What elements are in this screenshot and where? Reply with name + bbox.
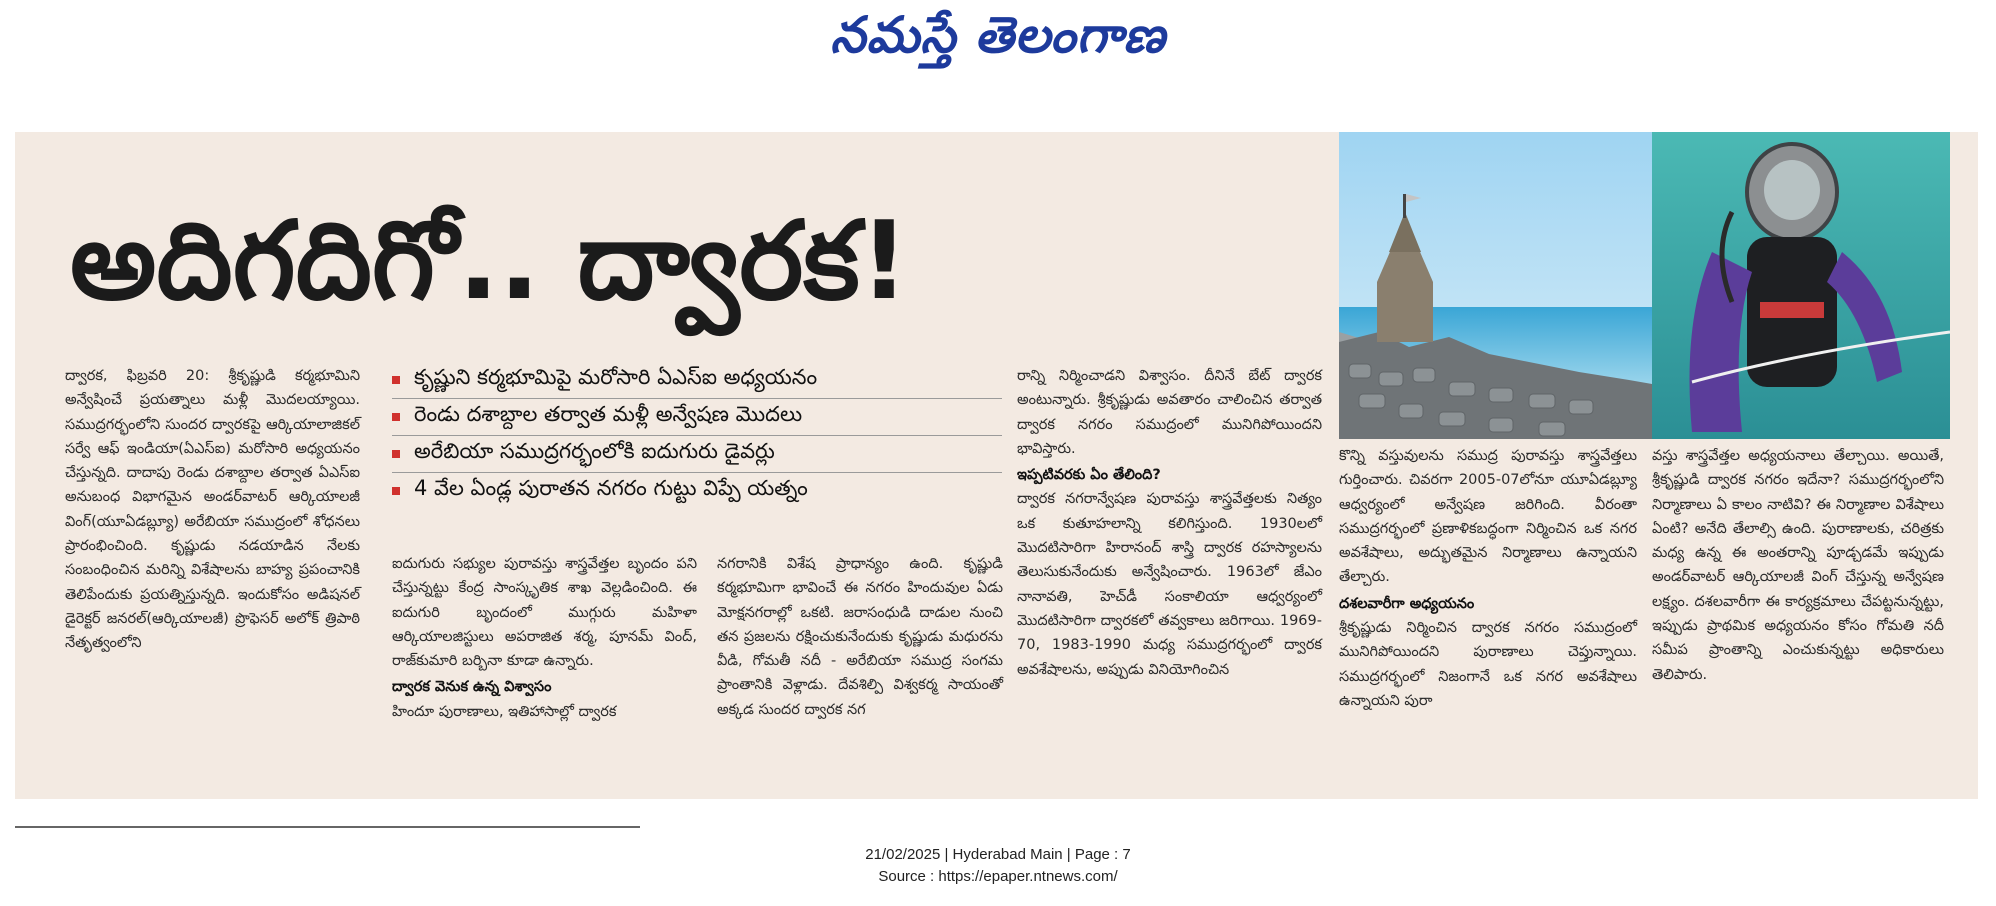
article-column-6 xyxy=(1652,444,1944,687)
article-paragraph: హిందూ పురాణాలు, ఇతిహాసాల్లో ద్వారక xyxy=(392,703,617,720)
highlight-text: కృష్ణుని కర్మభూమిపై మరోసారి ఏఎస్‌ఐ అధ్యయనం xyxy=(414,365,818,389)
bullet-marker xyxy=(392,450,400,458)
highlight-text: అరేబియా సముద్రగర్భంలోకి ఐదుగురు డైవర్లు xyxy=(414,439,775,463)
highlight-item xyxy=(392,362,1002,399)
article-column-2 xyxy=(392,552,697,724)
article-paragraph: రాన్ని నిర్మించాడని విశ్వాసం. దీనినే బేట్ ద్వారక అంటున్నారు. శ్రీకృష్ణుడు అవతారం చాలించిన తర్వాత ద్వారక నగరం సముద్రంలో మునిగిపోయిందని భావిస్తారు. xyxy=(1017,368,1322,457)
subheading: ఇప్పటివరకు ఏం తేలింది? xyxy=(1017,467,1161,484)
news-clipping xyxy=(15,132,1978,799)
article-paragraph: వస్తు శాస్త్రవేత్తల అధ్యయనాలు తేల్చాయి. అయితే, శ్రీకృష్ణుడి ద్వారక నగరం ఇదేనా? సముద్రగర్భంలోని నిర్మాణాలు ఏ కాలం నాటివి? ఈ నిర్మాణాల విశేషాలు ఏంటి? అనేది తేలాల్సి ఉంది. పురాణాలకు, చరిత్రకు మధ్య ఉన్న ఈ అంతరాన్ని పూడ్చడమే ఇప్పుడు అండర్‌వాటర్ ఆర్కియాలజీ వింగ్ చేస్తున్న అన్వేషణ లక్ష్యం. దశలవారీగా ఈ కార్యక్రమాలు చేపట్టనున్నట్టు, ఇప్పుడు ప్రాథమిక అధ్యయనం కోసం గోమతి నదీ సమీప ప్రాంతాన్ని ఎంచుకున్నట్టు అధికారులు తెలిపారు. xyxy=(1652,448,1944,683)
article-paragraph: ద్వారక, ఫిబ్రవరి 20: శ్రీకృష్ణుడి కర్మభూమిని అన్వేషించే ప్రయత్నాలు మళ్లీ మొదలయ్యాయి. సముద్రగర్భంలోని సుందర ద్వారకపై ఆర్కియాలాజికల్ సర్వే ఆఫ్ ఇండియా(ఏఎస్‌ఐ) మరోసారి అధ్యయనం చేస్తున్నది. దాదాపు రెండు దశాబ్దాల తర్వాత ఏఎస్‌ఐ అనుబంధ విభాగమైన అండర్‌వాటర్ ఆర్కియాలజీ వింగ్(యూఏడబ్ల్యూ) అరేబియా సముద్రంలో శోధనలు ప్రారంభించింది. కృష్ణుడు నడయాడిన నేలకు సంబంధించిన మరిన్ని విశేషాలను బాహ్య ప్రపంచానికి తెలిపేందుకు ప్రయత్నిస్తున్నది. ఇందుకోసం అడిషనల్ డైరెక్టర్ జనరల్(ఆర్కియాలజీ) ప్రొఫెసర్ అలోక్ త్రిపాఠి నేతృత్వంలోని xyxy=(65,368,360,652)
highlight-text: 4 వేల ఏండ్ల పురాతన నగరం గుట్టు విప్పే యత్నం xyxy=(414,476,808,500)
bullet-marker xyxy=(392,376,400,384)
highlight-item xyxy=(392,473,1002,509)
bullet-marker xyxy=(392,413,400,421)
headline: అదిగదిగో.. ద్వారక! xyxy=(70,199,909,324)
bullet-marker xyxy=(392,487,400,495)
highlight-item xyxy=(392,399,1002,436)
article-column-3 xyxy=(717,552,1003,722)
article-paragraph: ఐదుగురు సభ్యుల పురావస్తు శాస్త్రవేత్తల బృందం పని చేస్తున్నట్టు కేంద్ర సాంస్కృతిక శాఖ వెల్లడించింది. ఈ ఐదుగురి బృందంలో ముగ్గురు మహిళా ఆర్కియాలజిస్టులు అపరాజిత శర్మ, పూనమ్ వింద్, రాజ్‌కుమారి బర్బినా కూడా ఉన్నారు. xyxy=(392,556,697,670)
article-column-1 xyxy=(65,364,360,656)
article-paragraph: ద్వారక నగరాన్వేషణ పురావస్తు శాస్త్రవేత్తలకు నిత్యం ఒక కుతూహలాన్ని కలిగిస్తుంది. 1930లలో మొదటిసారిగా హిరానంద్ శాస్త్రి ద్వారక రహస్యాలను తెలుసుకునేందుకు అన్వేషించారు. 1963లో జేఎం నానావతి, హెచ్‌డీ సంకాలియా ఆధ్వర్యంలో మొదటిసారిగా ద్వారకలో తవ్వకాలు జరిగాయి. 1969-70, 1983-1990 మధ్య సముద్రగర్భంలో ద్వారక అవశేషాలను, అప్పుడు వినియోగించిన xyxy=(1017,491,1322,678)
highlight-item xyxy=(392,436,1002,473)
article-paragraph: నగరానికి విశేష ప్రాధాన్యం ఉంది. కృష్ణుడి కర్మభూమిగా భావించే ఈ నగరం హిందువుల ఏడు మోక్షనగరాల్లో ఒకటి. జరాసంధుడి దాడుల నుంచి తన ప్రజలను రక్షించుకునేందుకు కృష్ణుడు మధురను వీడి, గోమతీ నదీ - అరేబియా సముద్ర సంగమ ప్రాంతానికి వెళ్లాడు. దేవశిల్పి విశ్వకర్మ సాయంతో అక్కడ సుందర ద్వారక నగ xyxy=(717,556,1003,718)
divider xyxy=(15,826,640,828)
article-paragraph: శ్రీకృష్ణుడు నిర్మించిన ద్వారక నగరం సముద్రంలో మునిగిపోయిందని పురాణాలు చెప్తున్నాయి. సముద్రగర్భంలో నిజంగానే ఒక నగర అవశేషాలు ఉన్నాయని పురా xyxy=(1339,620,1637,709)
subheading: దశలవారీగా అధ్యయనం xyxy=(1339,595,1475,612)
masthead: నమస్తే తెలంగాణ xyxy=(830,6,1166,64)
scuba-diver-photo xyxy=(1652,132,1950,439)
highlight-text: రెండు దశాబ్దాల తర్వాత మళ్లీ అన్వేషణ మొదలు xyxy=(414,402,803,426)
subheading: ద్వారక వెనుక ఉన్న విశ్వాసం xyxy=(392,679,552,696)
footer-date-edition: 21/02/2025 | Hyderabad Main | Page : 7 xyxy=(865,846,1131,863)
temple-seashore-photo xyxy=(1339,132,1652,439)
highlights-list xyxy=(392,362,1002,509)
article-paragraph: కొన్ని వస్తువులను సముద్ర పురావస్తు శాస్త్రవేత్తలు గుర్తించారు. చివరగా 2005-07లోనూ యూఏడబ్ల్యూ ఆధ్వర్యంలో అన్వేషణ జరిగింది. వీరంతా సముద్రగర్భంలో ప్రణాళికబద్ధంగా నిర్మించిన ఒక నగర అవశేషాలు, అద్భుతమైన నిర్మాణాలు ఉన్నాయని తేల్చారు. xyxy=(1339,448,1637,586)
article-column-5 xyxy=(1339,444,1637,713)
footer-source: Source : https://epaper.ntnews.com/ xyxy=(878,868,1118,885)
article-column-4 xyxy=(1017,364,1322,682)
